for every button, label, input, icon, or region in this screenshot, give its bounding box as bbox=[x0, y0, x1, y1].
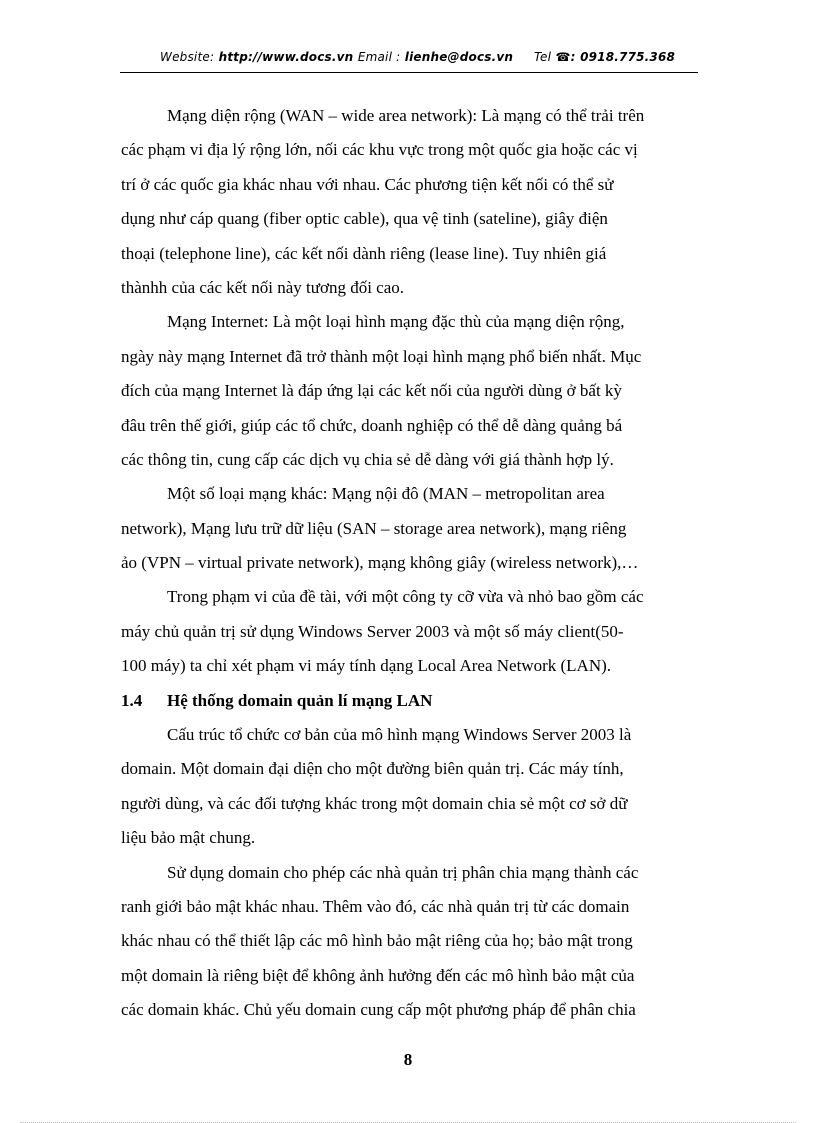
text-line: Mạng Internet: Là một loại hình mạng đặc thù của mạng diện rộng, bbox=[167, 312, 625, 332]
text-line: thànhh của các kết nối này tương đối cao. bbox=[121, 277, 405, 297]
text-line: trí ở các quốc gia khác nhau với nhau. Các phương tiện kết nối có thể sử bbox=[121, 174, 614, 194]
tel-number: 0918.775.368 bbox=[580, 50, 676, 64]
text-line: ngày này mạng Internet đã trở thành một loại hình mạng phổ biến nhất. Mục bbox=[121, 346, 642, 366]
text-line: Một số loại mạng khác: Mạng nội đô (MAN – metropolitan area bbox=[167, 484, 605, 504]
email-label: Email : bbox=[357, 50, 401, 64]
tel-label: Tel bbox=[533, 50, 552, 64]
text-line: domain. Một domain đại diện cho một đường biên quản trị. Các máy tính, bbox=[121, 759, 624, 779]
text-line: 100 máy) ta chỉ xét phạm vi máy tính dạng Local Area Network (LAN). bbox=[121, 656, 612, 676]
text-line: Mạng diện rộng (WAN – wide area network): Là mạng có thể trải trên bbox=[167, 106, 645, 125]
header-divider bbox=[120, 72, 698, 73]
section-number: 1.4 bbox=[121, 690, 143, 710]
email-link[interactable]: lienhe@docs.vn bbox=[404, 50, 514, 64]
text-line: ảo (VPN – virtual private network), mạng không giây (wireless network),… bbox=[121, 553, 639, 573]
text-line: Sử dụng domain cho phép các nhà quản trị phân chia mạng thành các bbox=[167, 862, 639, 882]
text-line: người dùng, và các đối tượng khác trong một domain chia sẻ một cơ sở dữ bbox=[121, 793, 628, 813]
section-heading bbox=[121, 684, 699, 718]
text-line: Cấu trúc tổ chức cơ bản của mô hình mạng Windows Server 2003 là bbox=[167, 725, 632, 745]
text-line: một domain là riêng biệt để không ảnh hưởng đến các mô hình bảo mật của bbox=[121, 965, 635, 985]
text-line: thoại (telephone line), các kết nối dành riêng (lease line). Tuy nhiên giá bbox=[121, 243, 607, 263]
text-line: ranh giới bảo mật khác nhau. Thêm vào đó, các nhà quản trị từ các domain bbox=[121, 896, 630, 916]
text-line: các phạm vi địa lý rộng lớn, nối các khu vực trong một quốc gia hoặc các vị bbox=[121, 140, 638, 160]
text-line: network), Mạng lưu trữ dữ liệu (SAN – storage area network), mạng riêng bbox=[121, 518, 627, 538]
section-title: Hệ thống domain quản lí mạng LAN bbox=[167, 690, 433, 710]
text-line: dụng như cáp quang (fiber optic cable), qua vệ tinh (sateline), giây điện bbox=[121, 209, 608, 229]
website-label: Website: bbox=[160, 50, 215, 64]
text-line: Trong phạm vi của đề tài, với một công ty cỡ vừa và nhỏ bao gồm các bbox=[167, 587, 644, 607]
text-line: máy chủ quản trị sử dụng Windows Server 2003 và một số máy client(50- bbox=[121, 621, 624, 641]
text-line: các thông tin, cung cấp các dịch vụ chia sẻ dễ dàng với giá thành hợp lý. bbox=[121, 449, 614, 469]
text-line: liệu bảo mật chung. bbox=[121, 828, 256, 848]
document-body bbox=[121, 99, 699, 1028]
text-line: các domain khác. Chủ yếu domain cung cấp một phương pháp để phân chia bbox=[121, 1000, 636, 1020]
text-line: đích của mạng Internet là đáp ứng lại các kết nối của người dùng ở bất kỳ bbox=[121, 381, 622, 401]
text-line: đâu trên thế giới, giúp các tổ chức, doanh nghiệp có thể dễ dàng quảng bá bbox=[121, 415, 623, 435]
text-line: khác nhau có thể thiết lập các mô hình bảo mật riêng của họ; bảo mật trong bbox=[121, 931, 633, 951]
page-number: 8 bbox=[403, 1050, 413, 1069]
phone-icon: ☎: bbox=[555, 50, 576, 64]
website-link[interactable]: http://www.docs.vn bbox=[218, 50, 354, 64]
page-header bbox=[160, 50, 680, 64]
